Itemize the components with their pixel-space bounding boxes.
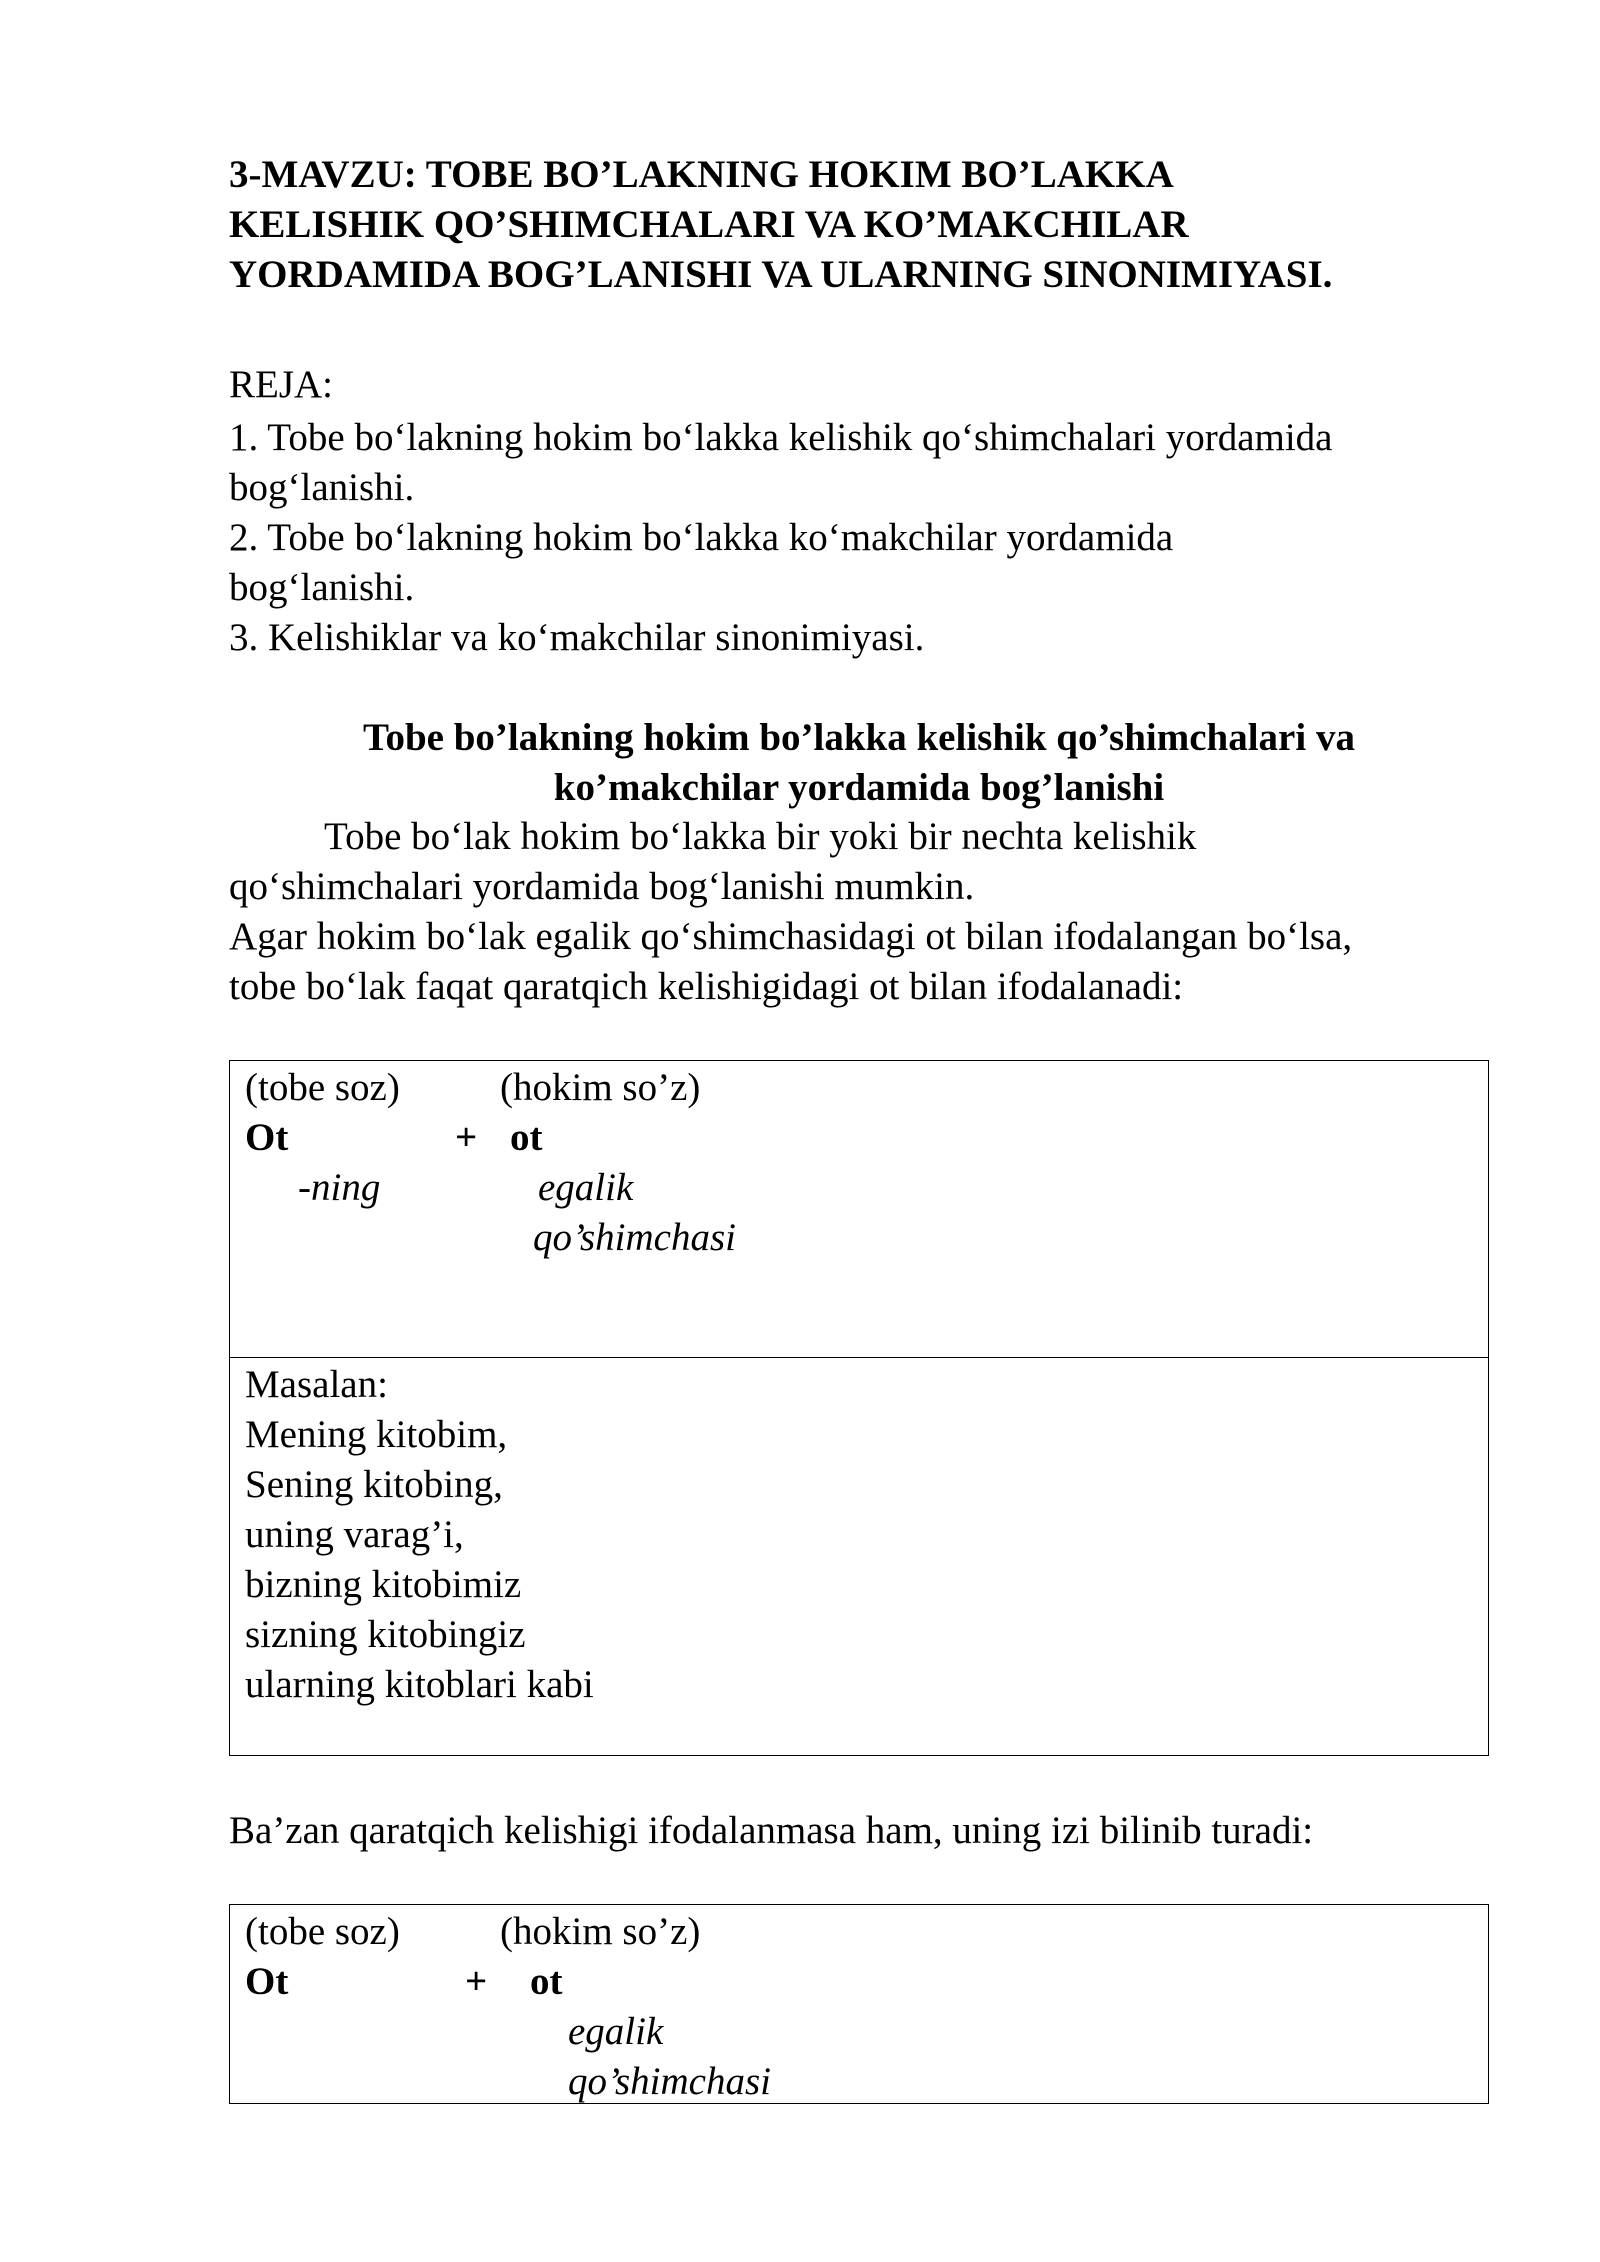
paragraph-line: Tobe bo‘lak hokim bo‘lakka bir yoki bir nechta kelishik bbox=[324, 815, 1197, 858]
scheme-box-implicit bbox=[229, 1904, 1489, 2104]
topic-title-line: YORDAMIDA BOG’LANISHI VA ULARNING SINONIMIYASI. bbox=[229, 253, 1333, 296]
topic-title bbox=[229, 150, 1489, 300]
head-suffix: egalik bbox=[538, 1166, 634, 1209]
dependent-word: Ot bbox=[245, 1960, 289, 2003]
plus-sign: + bbox=[465, 1960, 488, 2003]
dependent-suffix: -ning bbox=[298, 1166, 381, 1209]
plus-sign: + bbox=[455, 1116, 478, 1159]
examples-label: Masalan: bbox=[245, 1363, 388, 1406]
head-suffix: egalik bbox=[568, 2010, 664, 2053]
note-paragraph: Ba’zan qaratqich kelishigi ifodalanmasa ham, uning izi bilinib turadi: bbox=[229, 1809, 1314, 1852]
plan-line: bog‘lanishi. bbox=[229, 566, 415, 609]
dependent-word: Ot bbox=[245, 1116, 289, 1159]
plan-line: 2. Tobe bo‘lakning hokim bo‘lakka ko‘makchilar yordamida bbox=[229, 516, 1174, 559]
section-paragraph bbox=[229, 812, 1489, 1012]
scheme-box-genitive bbox=[229, 1060, 1489, 1358]
example-line: Sening kitobing, bbox=[245, 1463, 503, 1506]
example-line: ularning kitoblari kabi bbox=[245, 1663, 594, 1706]
plan-label: REJA: bbox=[229, 363, 334, 406]
head-suffix: qo’shimchasi bbox=[568, 2060, 771, 2103]
head-word-label: (hokim so’z) bbox=[500, 1910, 701, 1953]
example-line: Mening kitobim, bbox=[245, 1413, 508, 1456]
section-heading-line: ko’makchilar yordamida bog’lanishi bbox=[553, 766, 1165, 809]
section-heading bbox=[229, 713, 1489, 813]
head-suffix: qo’shimchasi bbox=[533, 1216, 736, 1259]
topic-title-line: 3-MAVZU: TOBE BO’LAKNING HOKIM BO’LAKKA bbox=[229, 153, 1174, 196]
example-line: bizning kitobimiz bbox=[245, 1563, 522, 1606]
example-line: uning varag’i, bbox=[245, 1513, 464, 1556]
examples-box bbox=[229, 1357, 1489, 1756]
dependent-word-label: (tobe soz) bbox=[245, 1066, 400, 1109]
section-heading-line: Tobe bo’lakning hokim bo’lakka kelishik qo’shimchalari va bbox=[363, 716, 1355, 759]
head-word-label: (hokim so’z) bbox=[500, 1066, 701, 1109]
paragraph-line: Agar hokim bo‘lak egalik qo‘shimchasidagi ot bilan ifodalangan bo‘lsa, bbox=[229, 915, 1353, 958]
plan-line: bog‘lanishi. bbox=[229, 466, 415, 509]
plan-line: 3. Kelishiklar va ko‘makchilar sinonimiyasi. bbox=[229, 616, 925, 659]
paragraph-line: qo‘shimchalari yordamida bog‘lanishi mumkin. bbox=[229, 865, 975, 908]
paragraph-line: tobe bo‘lak faqat qaratqich kelishigidagi ot bilan ifodalanadi: bbox=[229, 965, 1184, 1008]
topic-title-line: KELISHIK QO’SHIMCHALARI VA KO’MAKCHILAR bbox=[229, 203, 1189, 246]
head-word: ot bbox=[530, 1960, 563, 2003]
dependent-word-label: (tobe soz) bbox=[245, 1910, 400, 1953]
example-line: sizning kitobingiz bbox=[245, 1613, 526, 1656]
plan-line: 1. Tobe bo‘lakning hokim bo‘lakka kelishik qo‘shimchalari yordamida bbox=[229, 416, 1333, 459]
plan-list bbox=[229, 413, 1489, 663]
head-word: ot bbox=[510, 1116, 543, 1159]
